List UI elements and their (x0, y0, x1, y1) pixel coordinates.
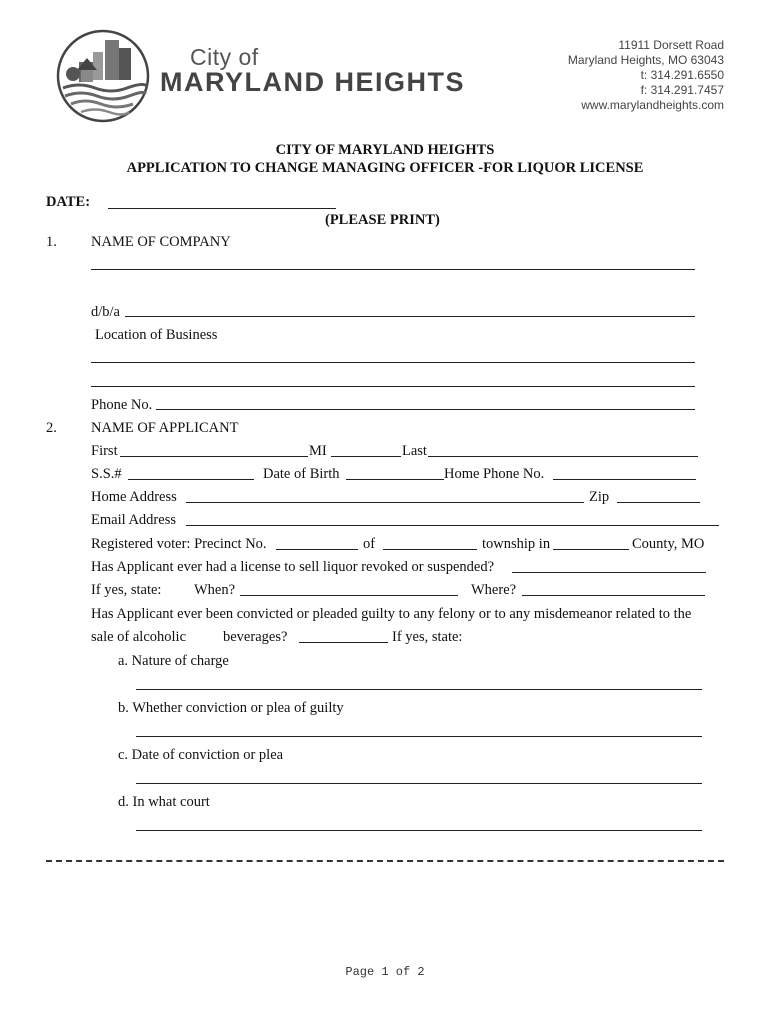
address-line-street: 11911 Dorsett Road (618, 38, 724, 52)
mi-field[interactable] (331, 456, 401, 457)
dob-field[interactable] (346, 479, 444, 480)
email-label: Email Address (91, 512, 176, 528)
section-1-number: 1. (46, 234, 57, 250)
where-label: Where? (471, 582, 517, 598)
address-line-city: Maryland Heights, MO 63043 (567, 53, 724, 67)
conviction-answer-field[interactable] (299, 642, 388, 643)
precinct-field[interactable] (276, 549, 358, 550)
address-line-phone: t: 314.291.6550 (640, 68, 724, 82)
zip-label: Zip (589, 489, 610, 505)
item-what-court: d. In what court (118, 794, 210, 810)
document-subtitle: APPLICATION TO CHANGE MANAGING OFFICER -FOR LIQUOR LICENSE (126, 160, 644, 176)
section-2-heading: NAME OF APPLICANT (91, 420, 239, 436)
license-revoked-question: Has Applicant ever had a license to sell liquor revoked or suspended? (91, 559, 495, 575)
zip-field[interactable] (617, 502, 700, 503)
company-name-field[interactable] (91, 269, 695, 270)
last-name-label: Last (402, 443, 427, 459)
mi-label: MI (309, 443, 327, 459)
dashed-divider (46, 860, 724, 862)
conviction-or-plea-field[interactable] (136, 736, 702, 737)
dba-label: d/b/a (91, 304, 120, 320)
location-field-line-1[interactable] (91, 362, 695, 363)
when-label: When? (194, 582, 236, 598)
precinct-of-label: of (363, 536, 376, 552)
township-field[interactable] (553, 549, 629, 550)
address-line-website[interactable]: www.marylandheights.com (581, 98, 724, 112)
dob-label: Date of Birth (263, 466, 340, 482)
when-field[interactable] (240, 595, 458, 596)
home-phone-field[interactable] (553, 479, 696, 480)
home-address-field[interactable] (186, 502, 584, 503)
ssn-label: S.S.# (91, 466, 122, 482)
phone-label: Phone No. (91, 397, 153, 413)
conviction-question: Has Applicant ever been convicted or pleaded guilty to any felony or to any misdemeanor related to the (91, 606, 692, 622)
logo-city-name: MARYLAND HEIGHTS (160, 67, 465, 97)
voter-precinct-label: Registered voter: Precinct No. (91, 536, 267, 552)
county-label: County, MO (632, 536, 705, 552)
city-logo-icon (55, 28, 151, 124)
item-nature-of-charge: a. Nature of charge (118, 653, 229, 669)
home-phone-label: Home Phone No. (444, 466, 545, 482)
location-label: Location of Business (95, 327, 218, 343)
address-line-fax: f: 314.291.7457 (640, 83, 724, 97)
ssn-field[interactable] (128, 479, 254, 480)
logo-city-label: City of (190, 44, 259, 70)
date-field[interactable] (108, 208, 336, 209)
if-yes-state-label-2: If yes, state: (392, 629, 463, 645)
email-field[interactable] (186, 525, 719, 526)
where-field[interactable] (522, 595, 705, 596)
first-name-label: First (91, 443, 118, 459)
last-name-field[interactable] (428, 456, 698, 457)
what-court-field[interactable] (136, 830, 702, 831)
if-yes-state-label: If yes, state: (91, 582, 162, 598)
phone-field[interactable] (156, 409, 695, 410)
item-conviction-or-plea: b. Whether conviction or plea of guilty (118, 700, 344, 716)
license-revoked-field[interactable] (512, 572, 706, 573)
location-field-line-2[interactable] (91, 386, 695, 387)
beverages-label: beverages? (223, 629, 288, 645)
document-title: CITY OF MARYLAND HEIGHTS (275, 142, 495, 158)
township-label: township in (482, 536, 551, 552)
of-field[interactable] (383, 549, 477, 550)
page-number: Page 1 of 2 (345, 965, 425, 979)
first-name-field[interactable] (120, 456, 308, 457)
date-label: DATE: (46, 194, 91, 210)
section-1-heading: NAME OF COMPANY (91, 234, 231, 250)
item-date-of-conviction: c. Date of conviction or plea (118, 747, 284, 763)
please-print-note: (PLEASE PRINT) (325, 212, 440, 228)
dba-field[interactable] (125, 316, 695, 317)
home-address-label: Home Address (91, 489, 177, 505)
nature-of-charge-field[interactable] (136, 689, 702, 690)
sale-of-alcoholic-label: sale of alcoholic (91, 629, 187, 645)
date-of-conviction-field[interactable] (136, 783, 702, 784)
section-2-number: 2. (46, 420, 57, 436)
